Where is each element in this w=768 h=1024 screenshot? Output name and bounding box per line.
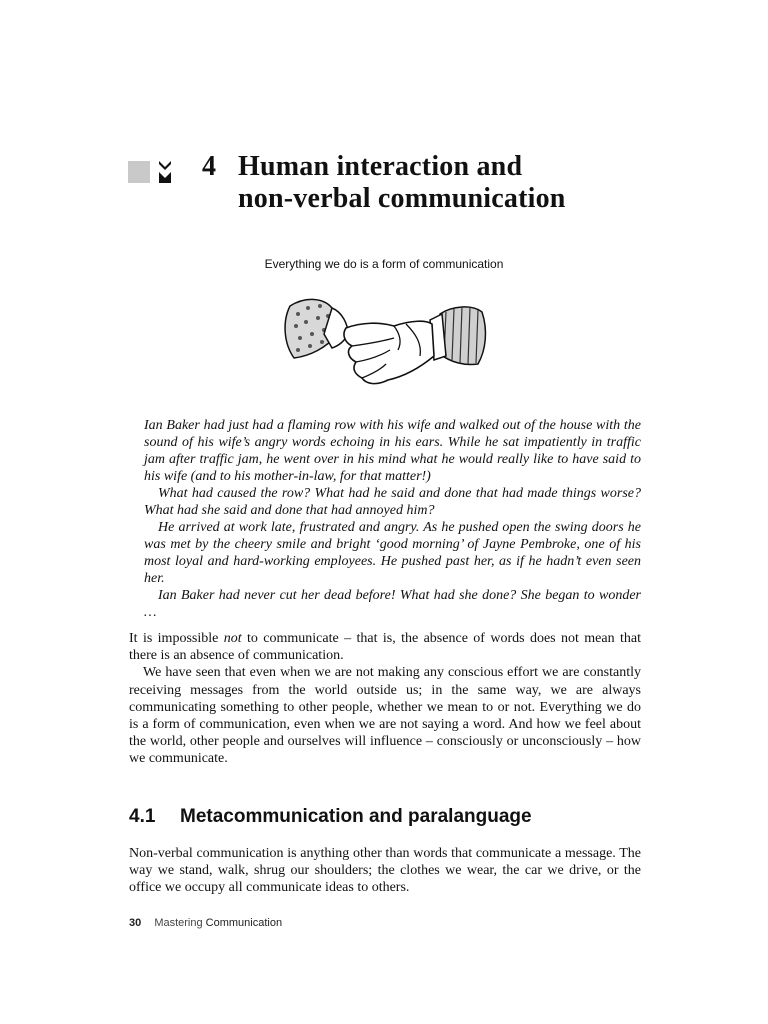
story-paragraph: Ian Baker had just had a flaming row with his wife and walked out of the house with the sound of his wife’s angry words echoing in his ears. While he sat impatiently in traffic jam after traffic jam, he went over in his mind what he would really like to have said to his wife (and to his mother-in-law, for that matter!) [144, 418, 641, 484]
page-number: 30 [129, 917, 142, 929]
chevron-down-icon [158, 160, 172, 184]
section-number: 4.1 [129, 806, 156, 827]
chapter-marker-box [128, 161, 150, 183]
body-paragraph [129, 630, 641, 664]
page-footer [129, 917, 282, 929]
section-paragraph: Non-verbal communication is anything other than words that communicate a message. The way we stand, walk, shrug our shoulders; the clothes we wear, the car we drive, or the office we occupy all communicate ideas to others. [129, 846, 641, 896]
series-title: Communication [205, 917, 283, 929]
body-text-segment: It is impossible [129, 631, 224, 646]
section-body [129, 845, 641, 897]
section-heading [129, 806, 641, 828]
story-paragraph: What had caused the row? What had he said and done that had made things worse? What had she said and done that had annoyed him? [144, 486, 641, 518]
emphasis-text: not [223, 631, 242, 646]
chapter-title-line1: Human interaction and [238, 151, 523, 182]
epigraph: Everything we do is a form of communication [264, 257, 504, 271]
chapter-marker [128, 160, 174, 185]
story-paragraph: Ian Baker had never cut her dead before! What had she done? She began to wonder … [144, 588, 641, 620]
body-text [129, 630, 641, 768]
story-paragraph: He arrived at work late, frustrated and angry. As he pushed open the swing doors he was met by the cheery smile and bright ‘good morning’ of Jayne Pembroke, one of his most loyal and hard-working employees. He pushed past her, as if he hadn’t even seen her. [144, 520, 641, 586]
body-paragraph: We have seen that even when we are not making any conscious effort we are constantly receiving messages from the world outside us; in the same way, we are always communicating something to other people, whether we mean to or not. Everything we do is a form of communication, even when we are not saying a word. And how we feel about the world, other people and ourselves will influence – consciously or unconsciously – how we communicate. [129, 665, 641, 767]
section-title: Metacommunication and paralanguage [180, 806, 532, 827]
chapter-title-line2: non-verbal communication [238, 183, 566, 214]
series-prefix: Mastering [154, 917, 203, 929]
chapter-number: 4 [202, 151, 217, 182]
handshake-illustration [276, 294, 492, 394]
body-text-segment: to communicate – that is, the absence of words does not mean that there is an absence of communication. [129, 631, 641, 664]
chapter-title [202, 151, 682, 215]
story-extract [144, 417, 641, 621]
